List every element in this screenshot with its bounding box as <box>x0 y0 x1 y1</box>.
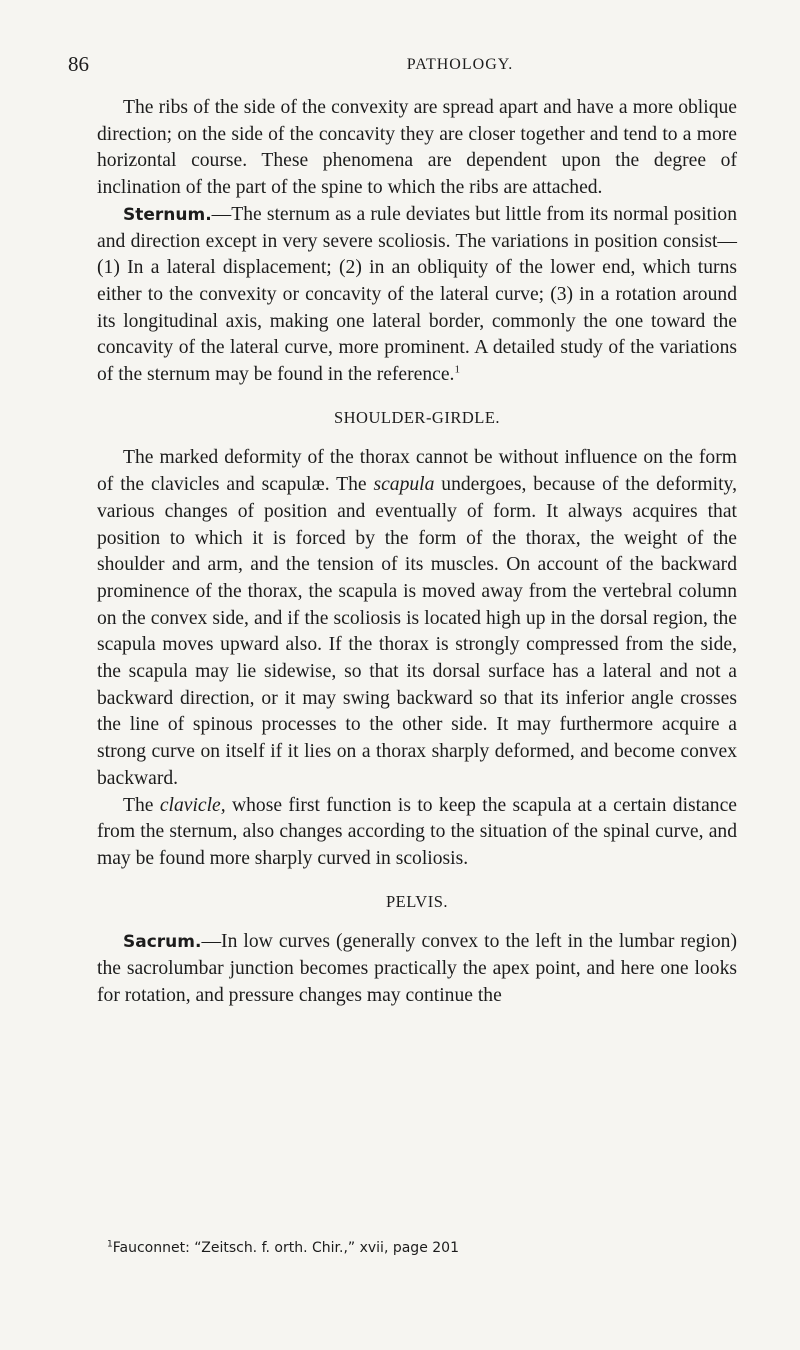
section-heading-shoulder-girdle: SHOULDER-GIRDLE. <box>333 407 501 427</box>
clavicle-emphasis: clavicle, <box>159 794 226 816</box>
footnote-reference: 1 <box>454 363 460 376</box>
paragraph-sacrum <box>97 929 737 1009</box>
sacrum-run-in-heading: Sacrum. <box>123 932 202 953</box>
body-text <box>97 95 737 1010</box>
footnote-text: Fauconnet: “Zeitsch. f. orth. Chir.,” xvii, page 201 <box>112 1240 459 1256</box>
paragraph-clavicle-text-b: whose first function is to keep the scapula at a certain distance from the sternum, also changes according to the situation of the spinal curve, and may be found more sharply curved in scoliosis. <box>97 794 737 869</box>
paragraph-clavicle <box>97 793 737 873</box>
sternum-run-in-heading: Sternum. <box>123 204 212 225</box>
paragraph-scapula-text-b: undergoes, because of the deformity, various changes of position and eventually of form. It always acquires that position to which it is forced by the form of the thorax, the weight of the shoulder and arm, and the tension of its muscles. On account of the backward prominence of the thorax, the scapula is moved away from the vertebral column on the convex side, and if the scoliosis is located high up in the dorsal region, the scapula moves upward also. If the thorax is strongly compressed from the side, the scapula may lie sidewise, so that its dorsal surface has a lateral and not a backward direction, or it may swing backward so that its inferior angle crosses the line of spinous processes to the other side. It may furthermore acquire a strong curve on itself if it lies on a thorax sharply deformed, and become convex backward. <box>97 474 737 789</box>
paragraph-ribs <box>97 95 737 202</box>
paragraph-scapula-text-a: The marked deformity of the thorax cannot be without influence on the form of the clavicles and scapulæ. The <box>97 447 737 496</box>
footnote-mark: 1 <box>107 1239 113 1250</box>
paragraph-sacrum-text: —In low curves (generally convex to the left in the lumbar region) the sacrolumbar junction becomes practically the apex point, and here one looks for rotation, and pressure changes may continue the <box>97 931 737 1006</box>
paragraph-ribs-text: The ribs of the side of the convexity are spread apart and have a more oblique direction; on the side of the concavity they are closer together and tend to a more horizontal course. These phenomena are dependent upon the degree of inclination of the part of the spine to which the ribs are attached. <box>97 97 737 199</box>
paragraph-clavicle-text-a: The <box>123 794 160 816</box>
paragraph-sternum-text: —The sternum as a rule deviates but little from its normal position and direction except in very severe scoliosis. The variations in position consist—(1) In a lateral displacement; (2) in an obliquity of the lower end, which turns either to the convexity or concavity of the lateral curve; (3) in a rotation around its longitudinal axis, making one lateral border, commonly the one toward the concavity of the lateral curve, more prominent. A detailed study of the variations of the sternum may be found in the reference. <box>97 203 737 386</box>
footnote <box>107 1240 727 1256</box>
section-heading-pelvis: PELVIS. <box>385 891 449 911</box>
scapula-emphasis: scapula <box>373 474 435 496</box>
running-head: PATHOLOGY. <box>406 56 514 73</box>
paragraph-scapula <box>97 445 737 792</box>
page-header <box>68 52 732 82</box>
paragraph-sternum <box>97 202 737 389</box>
page-number: 86 <box>68 52 89 76</box>
